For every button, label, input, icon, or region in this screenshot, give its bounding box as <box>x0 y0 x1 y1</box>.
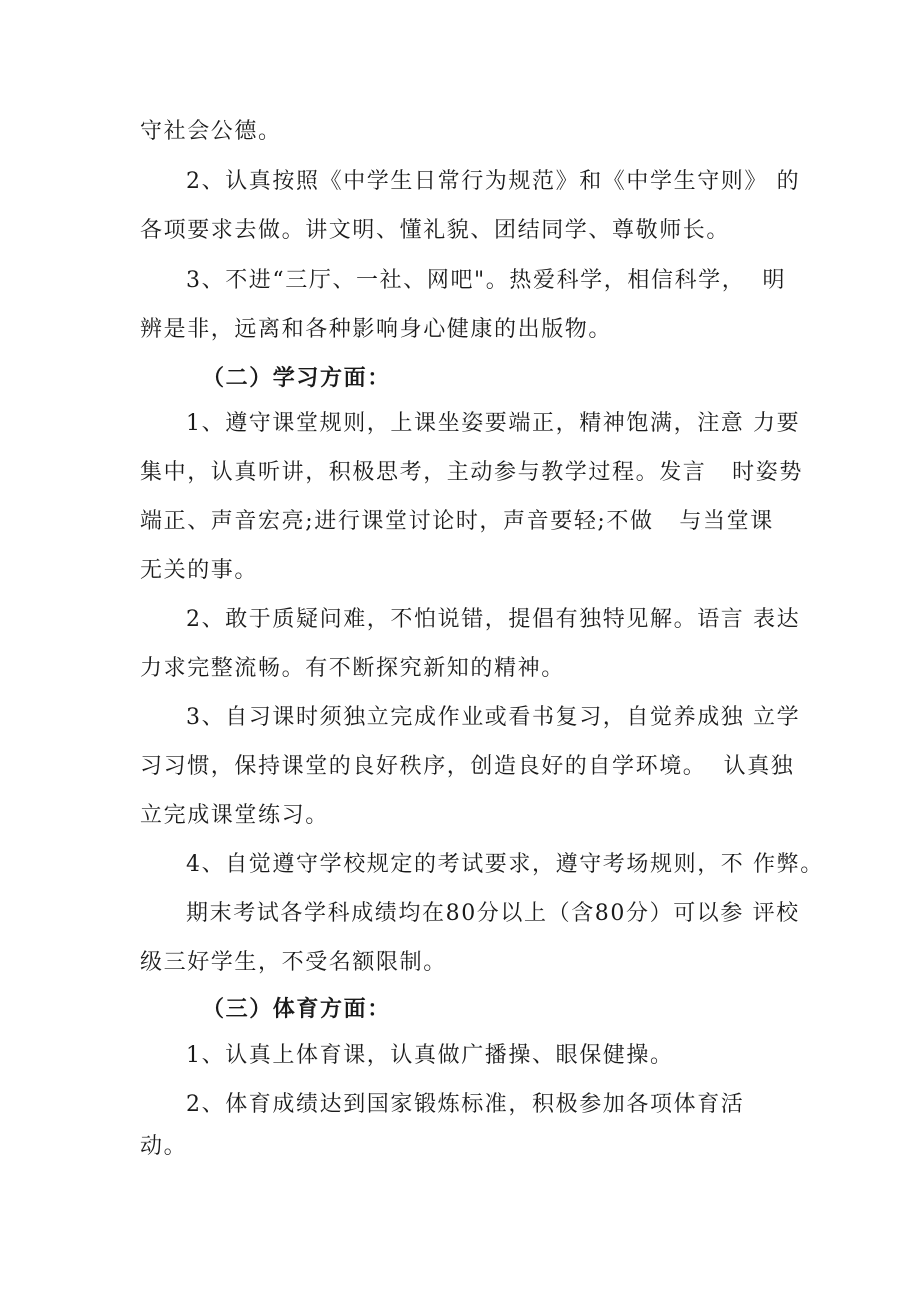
text-line-20: 1、认真上体育课，认真做广播操、眼保健操。 <box>186 1043 674 1068</box>
text-line-12: 力求完整流畅。有不断探究新知的精神。 <box>140 656 565 681</box>
text-line-15: 立完成课堂练习。 <box>140 803 329 828</box>
text-line-2: 2、认真按照《中学生日常行为规范》和《中学生守则》 的 <box>186 169 801 194</box>
text-line-14: 习习惯，保持课堂的良好秩序，创造良好的自学环境。 认真独 <box>140 754 795 779</box>
text-line-7: 1、遵守课堂规则，上课坐姿要端正，精神饱满，注意 力要 <box>186 411 801 436</box>
section-heading-sports: （三）体育方面： <box>202 997 391 1022</box>
text-line-22: 动。 <box>140 1134 188 1159</box>
text-line-3: 各项要求去做。讲文明、懂礼貌、团结同学、尊敬师长。 <box>140 218 731 243</box>
text-line-17: 期末考试各学科成绩均在80分以上（含80分）可以参 评校 <box>186 901 800 926</box>
text-line-8: 集中，认真听讲，积极思考，主动参与教学过程。发言 时姿势 <box>140 460 803 485</box>
text-line-16: 4、自觉遵守学校规定的考试要求，遵守考场规则，不 作弊。 <box>186 852 824 877</box>
text-line-9: 端正、声音宏亮;进行课堂讨论时，声音要轻;不做 与当堂课 <box>140 509 774 534</box>
text-line-10: 无关的事。 <box>140 558 259 583</box>
section-heading-study: （二）学习方面： <box>202 366 391 391</box>
text-line-13: 3、自习课时须独立完成作业或看书复习，自觉养成独 立学 <box>186 705 801 730</box>
text-line-4: 3、不进“三厅、一社、网吧"。热爱科学，相信科学， 明 <box>186 268 787 293</box>
text-line-21: 2、体育成绩达到国家锻炼标准，积极参加各项体育活 <box>186 1092 745 1117</box>
text-line-18: 级三好学生，不受名额限制。 <box>140 950 447 975</box>
text-line-1: 守社会公德。 <box>140 119 282 144</box>
text-line-11: 2、敢于质疑问难，不怕说错，提倡有独特见解。语言 表达 <box>186 607 801 632</box>
text-line-5: 辨是非，远离和各种影响身心健康的出版物。 <box>140 317 613 342</box>
